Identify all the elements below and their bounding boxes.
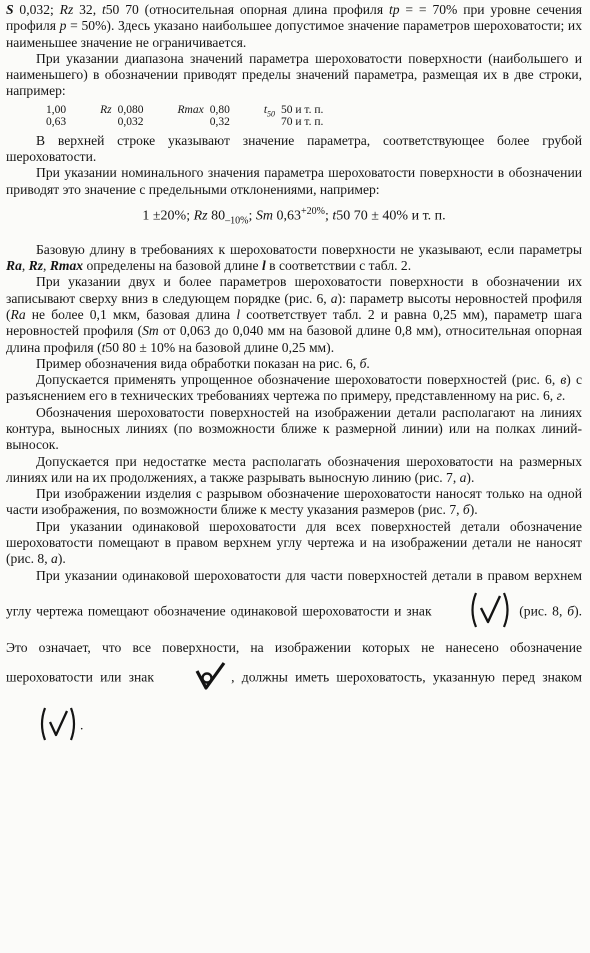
paragraph-upper-row: В верхней строке указывают значение параметра, соответствующее более грубой шероховатости. bbox=[6, 132, 582, 165]
range-example-table bbox=[46, 104, 357, 129]
paragraph-all-surfaces: При указании одинаковой шероховатости для всех поверхностей детали обозначение шероховатости помещают в правом верхнем углу чертежа и на изображении детали не наносят (рис. 8, а). bbox=[6, 518, 582, 567]
paragraph-simplified: Допускается применять упрощенное обозначение шероховатости поверхностей (рис. 6, в) с разъяснением его в технических требованиях чертежа по примеру, представленному на рис. 6, г. bbox=[6, 372, 582, 404]
paragraph-1: S 0,032; Rz 32, t50 70 (относительная опорная длина профиля tp = = 70% при уровне сечения профиля p = 50%). Здесь указано наибольшее допустимое значение параметров шероховатости; их наименьшее значение не ограничивается. bbox=[6, 2, 582, 50]
document-page bbox=[6, 2, 582, 753]
paragraph-range: При указании диапазона значений параметра шероховатости поверхности (наибольшего и наименьшего) в обозначении приводят пределы значений параметра, размещая их в две строки, например: bbox=[6, 50, 582, 99]
range-example bbox=[6, 104, 582, 129]
roughness-sign-in-parens-small-icon bbox=[8, 705, 78, 747]
paragraph-placement: Обозначения шероховатости поверхностей на изображении детали располагают на линиях контура, выносных линиях (по возможности ближе к размерной линии) или на полках линий-выносок. bbox=[6, 404, 582, 453]
range-col-3: Rmax 0,80 0,32 bbox=[177, 103, 230, 129]
roughness-sign-in-parens-icon bbox=[438, 590, 512, 634]
paragraph-order: При указании двух и более параметров шероховатости поверхности в обозначении их записывают сверху вниз в следующем порядке (рис. 6, а): параметр высоты неровностей профиля (Ra не более 0,1 мкм, базовая длина l соответствует табл. 2 и равна 0,25 мм), параметр шага неровностей профиля (Sm от 0,063 до 0,040 мм на базовой длине 0,8 мм), относительная опорная длина профиля (t50 80 ± 10% на базовой длине 0,25 мм). bbox=[6, 274, 582, 355]
paragraph-break: При изображении изделия с разрывом обозначение шероховатости наносят только на одной части изображения, по возможности ближе к месту указания размеров (рис. 7, б). bbox=[6, 486, 582, 518]
range-col-1: 1,00 0,63 bbox=[46, 103, 67, 129]
range-col-4: $t_{50}$ 50 и т. п. 70 и т. п. bbox=[263, 103, 324, 129]
roughness-not-machined-icon bbox=[163, 661, 229, 695]
paragraph-machining: Пример обозначения вида обработки показан на рис. 6, б. bbox=[36, 355, 370, 371]
paragraph-part-surfaces: При указании одинаковой шероховатости для части поверхностей детали в правом верхнем углу чертежа помещают обозначение одинаковой шероховатости и знак (рис. 8, б). Это означает, что все поверхности, на изображении которых не нанесено обозначение шероховатости или знак , должны иметь шероховатость, указанную перед знаком . bbox=[6, 568, 582, 753]
paragraph-dimension-lines: Допускается при недостатке места располагать обозначения шероховатости на размерных линиях или на их продолжениях, а также разрывать выносную линию (рис. 7, а). bbox=[6, 453, 582, 485]
range-col-2: Rz 0,080 0,032 bbox=[100, 103, 144, 129]
paragraph-nominal: При указании номинального значения параметра шероховатости поверхности в обозначении приводят это значение с предельными отклонениями, например: bbox=[6, 165, 582, 197]
nominal-example: 1 ±20%; Rz $80_{-10\%}$; Sm $0,63^{+20\%}$; t50 70 ± 40% и т. п. bbox=[142, 205, 446, 227]
paragraph-base-length: Базовую длину в требованиях к шероховатости поверхности не указывают, если параметры Ra, Rz, Rmax определены на базовой длине l в соответствии с табл. 2. bbox=[6, 241, 582, 274]
